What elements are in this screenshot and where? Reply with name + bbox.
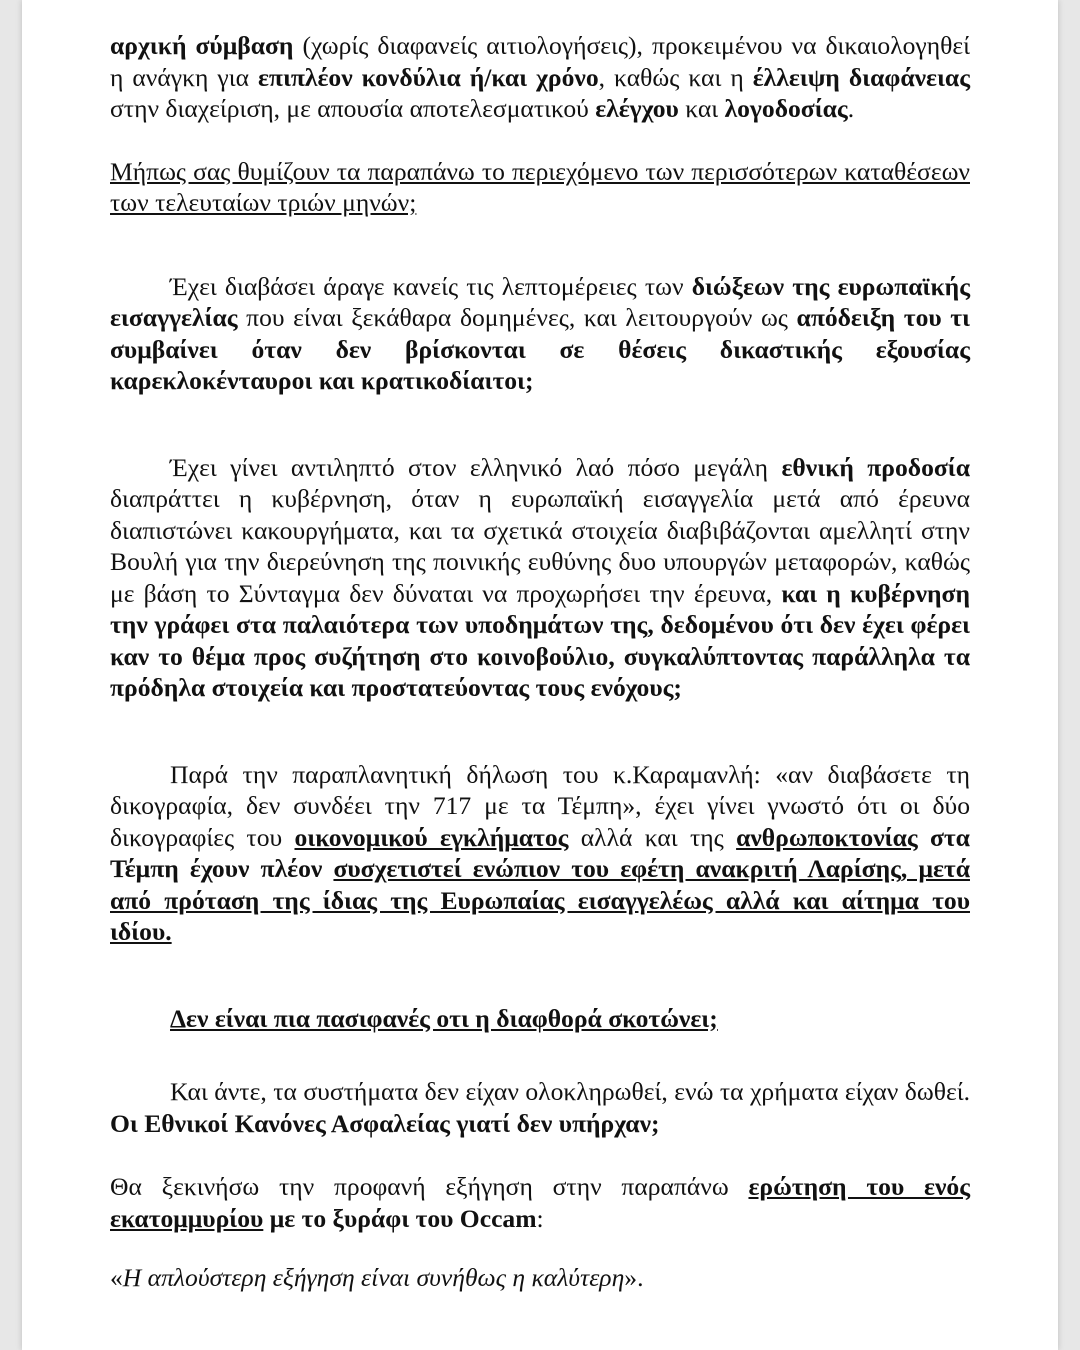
- bold-phrase: εθνική προδοσία: [781, 452, 971, 482]
- paragraph-6-heading: Δεν είναι πια πασιφανές οτι η διαφθορά σκοτώνει;: [170, 1003, 718, 1033]
- bold-phrase: Οι Εθνικοί Κανόνες Ασφαλείας γιατί δεν υπήρχαν;: [110, 1108, 660, 1138]
- bold-underlined-phrase: ερώτηση του ενός εκατομμυρίου: [110, 1172, 970, 1233]
- bold-underlined-phrase: ανθρωποκτονίας: [736, 822, 918, 852]
- paragraph-2-question: Μήπως σας θυμίζουν τα παραπάνω το περιεχόμενο των περισσότερων καταθέσεων των τελευταίων τριών μηνών;: [110, 156, 970, 217]
- text-run: Θα ξεκινήσω την προφανή εξήγηση στην παραπάνω: [110, 1172, 749, 1201]
- text-run: που είναι ξεκάθαρα δομημένες, και λειτουργούν ως: [237, 303, 797, 332]
- paragraph-5: [110, 759, 970, 948]
- paragraph-4: [110, 452, 970, 704]
- paragraph-1: [110, 30, 970, 125]
- paragraph-9-quote: [110, 1262, 970, 1294]
- document-page: [22, 0, 1058, 1350]
- bold-underlined-phrase: οικονομικού εγκλήματος: [294, 822, 569, 852]
- paragraph-3: [110, 271, 970, 397]
- text-run: στην διαχείριση, με απουσία αποτελεσματικού: [110, 94, 596, 123]
- bold-phrase: έλλειψη διαφάνειας: [752, 62, 970, 92]
- text-run: «: [110, 1263, 123, 1292]
- bold-phrase: λογοδοσίας: [724, 94, 848, 123]
- text-run: αλλά και της: [568, 822, 737, 852]
- text-run: διαπράττει η κυβέρνηση, όταν η ευρωπαϊκή εισαγγελία μετά από έρευνα διαπιστώνει κακουργήματα, και τα σχετικά στοιχεία διαβιβάζονται αμελλητί στην Βουλή για την διερεύνηση της ποινικής ευθύνης δυο υπουργών μεταφορών, καθώς με βάση το Σύνταγμα δεν δύναται να προχωρήσει την έρευνα,: [110, 484, 970, 608]
- text-run: ».: [624, 1263, 644, 1292]
- text-run: .: [847, 94, 855, 123]
- text-run: (χωρίς διαφανείς αιτιολογήσεις), προκειμένου να δικαιολογηθεί η ανάγκη για: [110, 31, 970, 92]
- text-run: Έχει γίνει αντιληπτό στον ελληνικό λαό πόσο μεγάλη: [170, 452, 782, 482]
- bold-phrase: απόδειξη του τι συμβαίνει όταν δεν βρίσκονται σε θέσεις δικαστικής εξουσίας καρεκλοκένταυροι και κρατικοδίαιτοι;: [110, 303, 970, 395]
- text-run: Παρά την παραπλανητική δήλωση του κ.Καραμανλή: «αν διαβάσετε τη δικογραφία, δεν συνδέει την 717 με τα Τέμπη», έχει γίνει γνωστό ότι οι δύο δικογραφίες του: [110, 759, 970, 852]
- bold-phrase: αρχική σύμβαση: [110, 31, 294, 60]
- text-run: Και άντε, τα συστήματα δεν είχαν ολοκληρωθεί, ενώ τα χρήματα είχαν δωθεί.: [170, 1077, 970, 1106]
- bold-phrase: και η κυβέρνηση την γράφει στα παλαιότερα των υποδημάτων της, δεδομένου ότι δεν έχει φέρει καν το θέμα προς συζήτηση στο κοινοβούλιο, συγκαλύπτοντας παράλληλα τα πρόδηλα στοιχεία και προστατεύοντας τους ενόχους;: [110, 578, 970, 702]
- italic-quote: Η απλούστερη εξήγηση είναι συνήθως η καλύτερη: [122, 1263, 625, 1292]
- bold-phrase: στα Τέμπη έχουν πλέον: [110, 822, 970, 883]
- bold-phrase: με το ξυράφι του Occam: [263, 1203, 537, 1233]
- bold-phrase: επιπλέον κονδύλια ή/και χρόνο: [258, 62, 599, 92]
- bold-underlined-phrase: συσχετιστεί ενώπιον του εφέτη ανακριτή Λαρίσης, μετά από πρόταση της ίδιας της Ευρωπαίας εισαγγελέως αλλά και αίτημα του ιδίου.: [110, 854, 970, 946]
- text-run: και: [678, 94, 725, 123]
- text-run: :: [536, 1203, 544, 1233]
- paragraph-8: [110, 1171, 970, 1234]
- document-body: [110, 30, 970, 1294]
- bold-phrase: ελέγχου: [595, 94, 679, 123]
- text-run: Έχει διαβάσει άραγε κανείς τις λεπτομέρειες των: [170, 271, 692, 301]
- paragraph-7: [110, 1076, 970, 1139]
- text-run: , καθώς και η: [598, 62, 753, 92]
- bold-phrase: διώξεων της ευρωπαϊκής εισαγγελίας: [110, 271, 970, 332]
